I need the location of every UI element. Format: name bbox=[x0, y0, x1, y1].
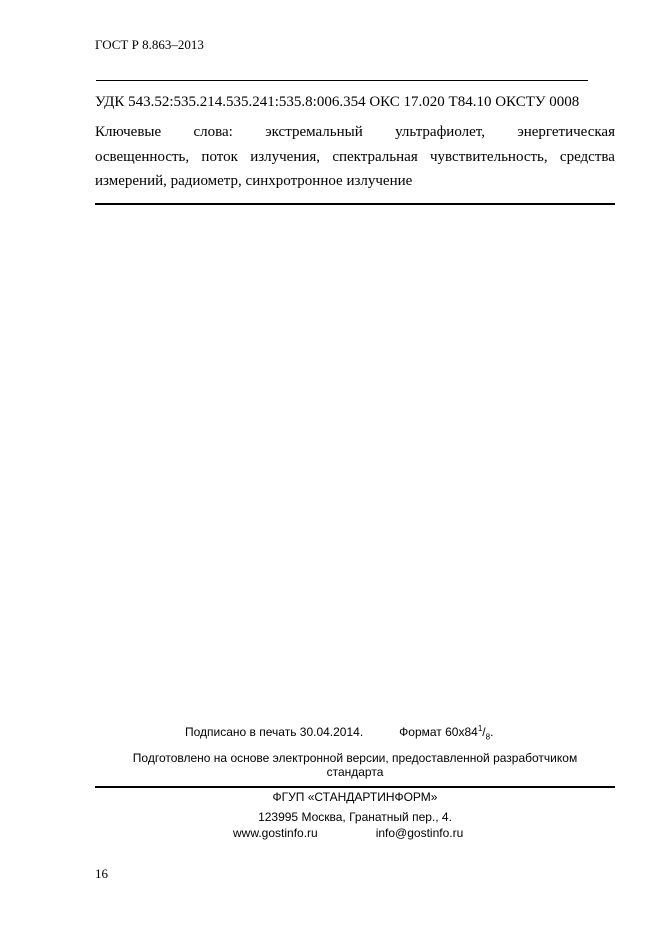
keyword-word: освещенность, bbox=[95, 148, 190, 165]
keywords-line-2 bbox=[95, 145, 615, 170]
publisher-address: 123995 Москва, Гранатный пер., 4. bbox=[258, 810, 452, 824]
email-link[interactable]: info@gostinfo.ru bbox=[375, 826, 464, 840]
page-number: 16 bbox=[95, 866, 108, 881]
keywords-block bbox=[95, 120, 615, 194]
keyword-word: слова: bbox=[193, 124, 233, 140]
format-fraction-numerator: 1 bbox=[477, 724, 483, 733]
keyword-word: средства bbox=[559, 148, 615, 165]
keyword-word: экстремальный bbox=[265, 124, 363, 140]
imprint-divider bbox=[95, 786, 615, 788]
format-period: . bbox=[490, 725, 494, 739]
imprint-signed-line: Подписано в печать 30.04.2014. Формат $60х84^1/_8$. bbox=[185, 724, 494, 742]
keyword-word: чувствительность, bbox=[430, 148, 548, 165]
keyword-word: Ключевые bbox=[95, 124, 162, 140]
keyword-word: излучения, bbox=[250, 148, 321, 165]
udk-classification-line: УДК 543.52:535.214.535.241:535.8:006.354 ОКС 17.020 Т84.10 ОКСТУ 0008 bbox=[95, 94, 580, 110]
prepared-note-line-2: стандарта bbox=[326, 765, 384, 779]
publisher-name: ФГУП «СТАНДАРТИНФОРМ» bbox=[272, 790, 438, 804]
keywords-line-3: измерений, радиометр, синхротронное излучение bbox=[95, 173, 413, 189]
keywords-line-1 bbox=[95, 120, 615, 145]
format-fraction-denominator: 8 bbox=[485, 732, 491, 742]
prepared-note-line-1: Подготовлено на основе электронной версии, предоставленной разработчиком bbox=[132, 751, 578, 765]
website-link[interactable]: www.gostinfo.ru bbox=[233, 826, 318, 840]
signed-date-text: Подписано в печать 30.04.2014. bbox=[185, 725, 364, 739]
header-divider bbox=[96, 80, 588, 81]
keyword-word: энергетическая bbox=[517, 124, 615, 140]
keyword-word: спектральная bbox=[332, 148, 418, 165]
standard-code-header: ГОСТ Р 8.863–2013 bbox=[95, 37, 204, 52]
keyword-word: поток bbox=[201, 148, 238, 165]
keyword-word: ультрафиолет, bbox=[395, 124, 485, 140]
prepared-note bbox=[95, 751, 615, 779]
format-text: Формат 60х84 bbox=[399, 725, 478, 739]
keywords-divider bbox=[95, 203, 615, 205]
publisher-contacts bbox=[233, 826, 463, 840]
